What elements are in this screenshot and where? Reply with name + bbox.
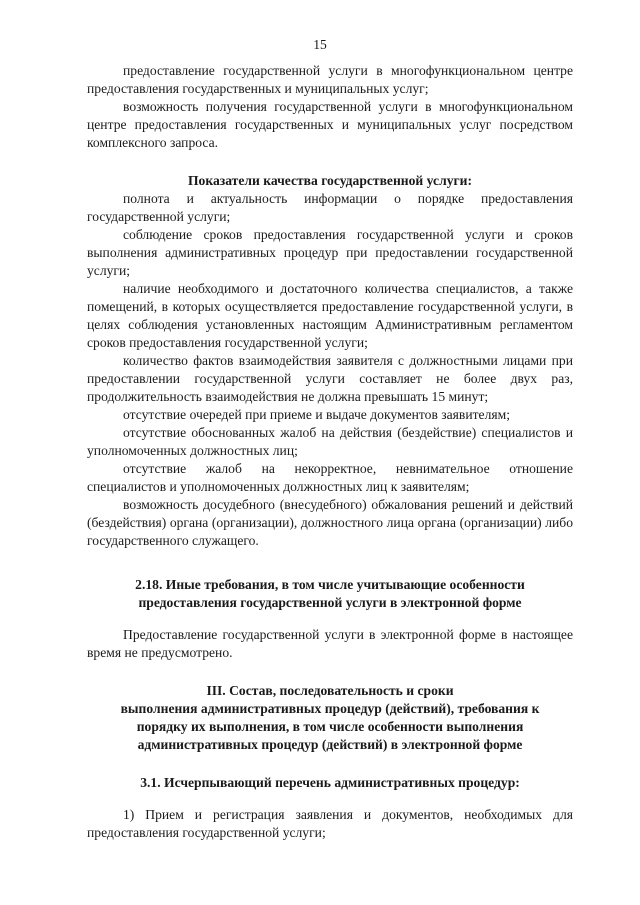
list-item: возможность досудебного (внесудебного) обжалования решений и действий (бездействия) органа (организации), должностного лица органа (организации) либо государственного служащего.: [87, 497, 573, 548]
chapter-heading: административных процедур (действий) в электронной форме: [137, 737, 523, 752]
section-heading: предоставления государственной услуги в электронной форме: [138, 595, 522, 610]
quality-heading: Показатели качества государственной услуги:: [187, 173, 473, 188]
list-item: отсутствие жалоб на некорректное, невнимательное отношение специалистов и уполномоченных должностных лиц к заявителям;: [87, 461, 573, 494]
paragraph: возможность получения государственной услуги в многофункциональном центре предоставления государственных и муниципальных услуг посредством комплексного запроса.: [87, 99, 573, 150]
list-item: отсутствие обоснованных жалоб на действия (бездействие) специалистов и уполномоченных должностных лиц;: [87, 425, 573, 458]
list-item: количество фактов взаимодействия заявителя с должностными лицами при предоставлении государственной услуги составляет не более двух раз, продолжительность взаимодействия не должна превышать 15 минут;: [87, 353, 573, 404]
list-item: полнота и актуальность информации о порядке предоставления государственной услуги;: [87, 191, 573, 224]
paragraph: Предоставление государственной услуги в электронной форме в настоящее время не предусмотрено.: [87, 627, 573, 660]
list-item: наличие необходимого и достаточного количества специалистов, а также помещений, в которых осуществляется предоставление государственной услуги, в целях соблюдения установленных настоящим Административным регламентом сроков предоставления государственной услуги;: [87, 281, 573, 350]
chapter-heading: порядку их выполнения, в том числе особенности выполнения: [136, 719, 524, 734]
paragraph: предоставление государственной услуги в многофункциональном центре предоставления государственных и муниципальных услуг;: [87, 63, 573, 96]
subsection-heading: 3.1. Исчерпывающий перечень административных процедур:: [140, 775, 520, 790]
list-item: соблюдение сроков предоставления государственной услуги и сроков выполнения административных процедур при предоставлении государственной услуги;: [87, 227, 573, 278]
list-item: отсутствие очередей при приеме и выдаче документов заявителям;: [123, 407, 510, 422]
chapter-heading: выполнения административных процедур (действий), требования к: [120, 701, 540, 716]
page-number: 15: [313, 37, 327, 52]
list-item: 1) Прием и регистрация заявления и документов, необходимых для предоставления государственной услуги;: [87, 807, 573, 840]
page-content: [87, 62, 573, 842]
chapter-heading: III. Состав, последовательность и сроки: [206, 683, 454, 698]
section-heading: 2.18. Иные требования, в том числе учитывающие особенности: [135, 577, 525, 592]
